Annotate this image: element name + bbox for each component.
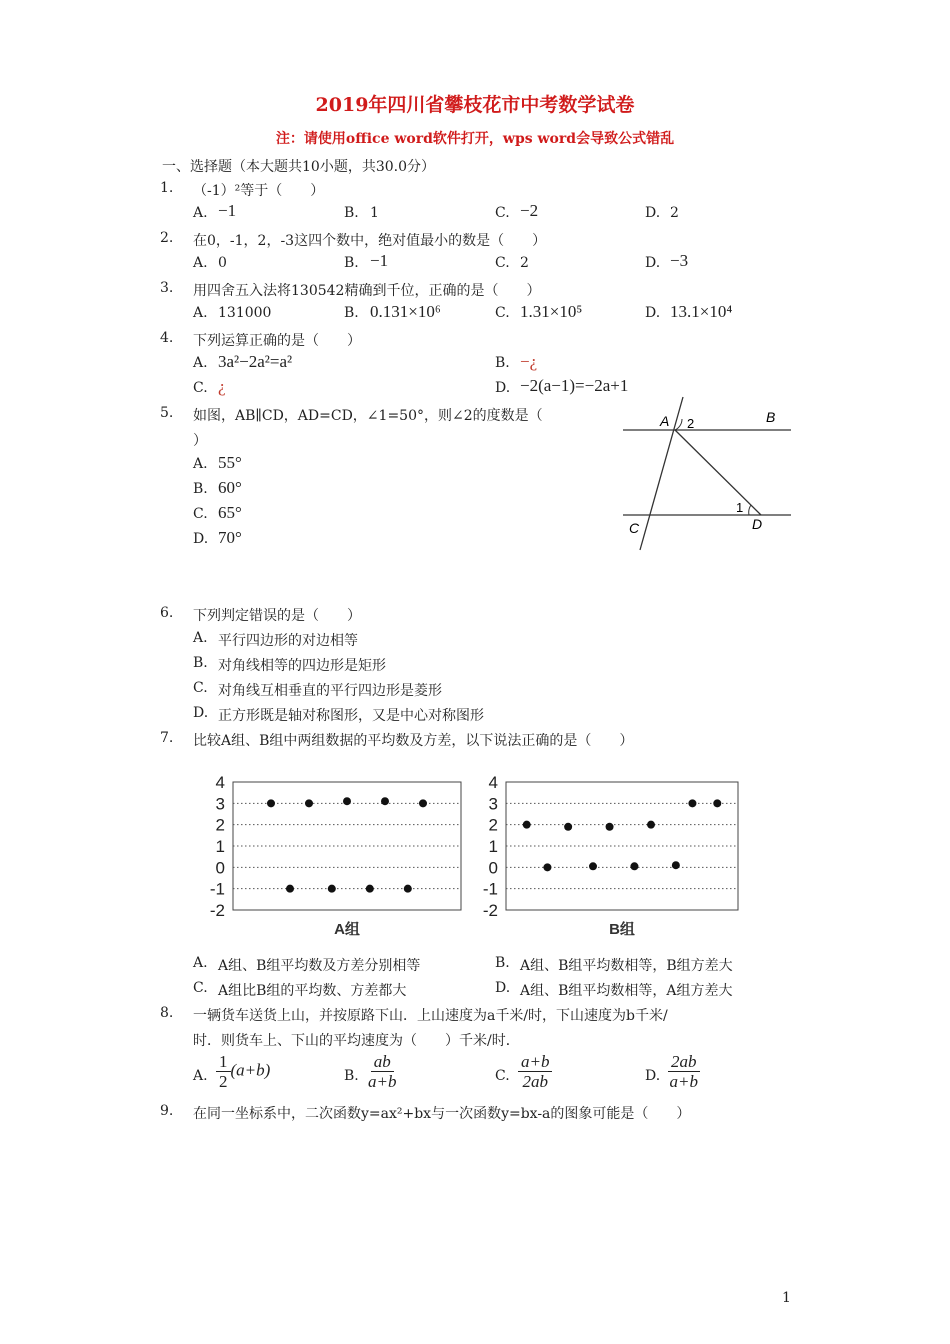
chart-b-point: [564, 823, 572, 831]
q5-option-c-label: C.: [193, 506, 208, 522]
q5-stem-cont: ）: [193, 433, 207, 449]
q7-option-d-label: D.: [495, 980, 511, 996]
q2-option-b-label: B.: [344, 255, 359, 271]
q2-option-c: 2: [520, 255, 529, 271]
q8-option-a-label: A.: [193, 1068, 208, 1084]
chart-b-tick-label: 4: [488, 773, 498, 792]
q7-number: 7.: [160, 730, 174, 746]
q4-option-b-label: B.: [495, 355, 510, 371]
q8-stem-line1: 一辆货车送货上山，并按原路下山．上山速度为a千米/时，下山速度为b千米/: [193, 1008, 668, 1024]
q1-option-d-label: D.: [645, 205, 661, 221]
q3-option-d-label: D.: [645, 305, 661, 321]
chart-a-point: [267, 799, 275, 807]
chart-b-point: [589, 862, 597, 870]
chart-b-point: [630, 862, 638, 870]
q6-option-c: 对角线互相垂直的平行四边形是菱形: [218, 683, 442, 699]
chart-a-tick-label: -2: [209, 901, 225, 920]
q8-d-numerator: 2ab: [668, 1052, 700, 1072]
q5-option-b: 60°: [218, 478, 242, 497]
q8-a-rest: (a+b): [230, 1060, 271, 1080]
chart-a-xlabel: A组: [334, 921, 360, 938]
chart-b-tick-label: -2: [482, 901, 498, 920]
q3-option-b: 0.131×10⁶: [370, 302, 441, 321]
q1-option-b-label: B.: [344, 205, 359, 221]
q2-option-d: −3: [670, 251, 689, 270]
q4-option-a: 3a²−2a²=a²: [218, 352, 293, 371]
chart-b-tick-label: -1: [482, 879, 498, 899]
q9-number: 9.: [160, 1103, 174, 1119]
q6-option-d-label: D.: [193, 705, 209, 721]
q4-number: 4.: [160, 330, 174, 346]
q4-option-a-label: A.: [193, 355, 208, 371]
q5-option-b-label: B.: [193, 481, 208, 497]
q5-option-d: 70°: [218, 528, 242, 547]
q2-number: 2.: [160, 230, 174, 246]
q3-option-b-label: B.: [344, 305, 359, 321]
chart-a-point: [419, 799, 427, 807]
q8-a-numerator: 1: [216, 1052, 231, 1072]
chart-a-tick-label: 0: [215, 858, 225, 878]
q8-b-denominator: a+b: [368, 1072, 397, 1091]
q6-option-c-label: C.: [193, 680, 208, 696]
chart-a-point: [381, 797, 389, 805]
q7-option-a: A组、B组平均数及方差分别相等: [218, 958, 421, 974]
q7-option-a-label: A.: [193, 955, 208, 971]
chart-a-point: [286, 885, 294, 893]
q5-option-a: 55°: [218, 453, 242, 472]
q4-option-c: ¿: [218, 377, 226, 396]
q6-number: 6.: [160, 605, 174, 621]
q8-number: 8.: [160, 1005, 174, 1021]
q1-option-a: −1: [218, 201, 237, 220]
q4-option-d-label: D.: [495, 380, 511, 396]
q7-charts: [195, 770, 755, 945]
q4-stem: 下列运算正确的是（ ）: [193, 333, 361, 349]
q3-option-c: 1.31×10⁵: [520, 302, 583, 321]
chart-a-point: [404, 885, 412, 893]
chart-a-tick-label: 4: [215, 773, 225, 792]
usage-note: 注：请使用office word软件打开，wps word会导致公式错乱: [275, 131, 675, 147]
chart-b-tick-label: 3: [488, 794, 498, 814]
chart-a-point: [366, 885, 374, 893]
q8-b-numerator: ab: [371, 1052, 394, 1072]
q7-option-c: A组比B组的平均数、方差都大: [218, 983, 407, 999]
page-number: 1: [782, 1290, 791, 1306]
point-d-label: D: [752, 516, 763, 532]
q1-option-a-label: A.: [193, 205, 208, 221]
q8-stem-line2: 时．则货车上、下山的平均速度为（ ）千米/时．: [193, 1033, 520, 1049]
q8-d-denominator: a+b: [669, 1072, 698, 1091]
q3-stem: 用四舍五入法将130542精确到千位，正确的是（ ）: [193, 283, 541, 299]
q8-option-b-label: B.: [344, 1068, 359, 1084]
q6-stem: 下列判定错误的是（ ）: [193, 608, 361, 624]
q6-option-b-label: B.: [193, 655, 208, 671]
q1-option-b: 1: [370, 205, 379, 221]
chart-a-tick-label: 3: [215, 794, 225, 814]
q5-option-d-label: D.: [193, 531, 209, 547]
q8-option-d-label: D.: [645, 1068, 661, 1084]
q4-option-c-label: C.: [193, 380, 208, 396]
q8-c-numerator: a+b: [518, 1052, 552, 1072]
q8-a-denominator: 2: [219, 1072, 228, 1091]
q7-option-b-label: B.: [495, 955, 510, 971]
q3-option-c-label: C.: [495, 305, 510, 321]
angle-1-arc: [749, 505, 751, 515]
chart-a-tick-label: 1: [215, 837, 225, 856]
line-ad: [675, 430, 761, 515]
chart-a-point: [343, 797, 351, 805]
chart-b-tick-label: 0: [488, 858, 498, 878]
q1-stem: （-1）²等于（ ）: [193, 183, 325, 199]
chart-b-point: [606, 823, 614, 831]
chart-b-point: [647, 821, 655, 829]
page-title: 2019年四川省攀枝花市中考数学试卷: [315, 94, 635, 116]
angle-1-label: 1: [736, 500, 744, 515]
chart-b-point: [713, 799, 721, 807]
point-c-label: C: [629, 520, 640, 536]
chart-a-point: [305, 799, 313, 807]
chart-b-point: [523, 821, 531, 829]
q8-option-c: [518, 1052, 552, 1091]
q3-number: 3.: [160, 280, 174, 296]
q5-number: 5.: [160, 405, 174, 421]
point-b-label: B: [766, 409, 776, 425]
q3-option-a-label: A.: [193, 305, 208, 321]
q7-stem: 比较A组、B组中两组数据的平均数及方差，以下说法正确的是（ ）: [193, 733, 634, 749]
q8-option-a: [216, 1052, 270, 1091]
q4-option-b: −¿: [520, 352, 538, 371]
q8-option-d: [668, 1052, 700, 1091]
q7-option-c-label: C.: [193, 980, 208, 996]
q2-option-a: 0: [218, 255, 227, 271]
q6-option-b: 对角线相等的四边形是矩形: [218, 658, 386, 674]
q8-option-b: [368, 1052, 396, 1091]
q5-option-c: 65°: [218, 503, 242, 522]
chart-group-a: [210, 773, 461, 938]
q6-option-a-label: A.: [193, 630, 208, 646]
q6-option-d: 正方形既是轴对称图形，又是中心对称图形: [218, 708, 484, 724]
q1-option-c-label: C.: [495, 205, 510, 221]
q1-number: 1.: [160, 180, 174, 196]
chart-b-point: [543, 863, 551, 871]
q4-option-d: −2(a−1)=−2a+1: [520, 376, 629, 395]
q3-option-a: 131000: [218, 305, 272, 321]
angle-2-label: 2: [687, 416, 695, 431]
q7-option-b: A组、B组平均数相等，B组方差大: [520, 958, 733, 974]
q1-option-d: 2: [670, 205, 679, 221]
point-a-label: A: [660, 413, 670, 429]
section-heading: 一、选择题（本大题共10小题，共30.0分）: [162, 159, 435, 175]
q5-option-a-label: A.: [193, 456, 208, 472]
chart-group-b: [483, 773, 738, 938]
q5-geometry-figure: [615, 392, 795, 552]
q9-stem: 在同一坐标系中，二次函数y=ax²+bx与一次函数y=bx-a的图象可能是（ ）: [193, 1106, 691, 1122]
q2-option-c-label: C.: [495, 255, 510, 271]
q3-option-d: 13.1×10⁴: [670, 302, 733, 321]
q5-stem: 如图，AB∥CD，AD=CD，∠1=50°，则∠2的度数是（: [193, 408, 543, 424]
q2-option-d-label: D.: [645, 255, 661, 271]
q1-option-c: −2: [520, 201, 539, 220]
chart-b-xlabel: B组: [609, 921, 635, 938]
q2-option-a-label: A.: [193, 255, 208, 271]
q2-option-b: −1: [370, 251, 389, 270]
chart-a-tick-label: 2: [215, 815, 225, 835]
chart-b-point: [672, 861, 680, 869]
q8-c-denominator: 2ab: [522, 1072, 548, 1091]
chart-b-point: [688, 799, 696, 807]
q6-option-a: 平行四边形的对边相等: [218, 633, 358, 649]
q8-option-c-label: C.: [495, 1068, 510, 1084]
q2-stem: 在0，-1，2，-3这四个数中，绝对值最小的数是（ ）: [193, 233, 547, 249]
chart-b-tick-label: 2: [488, 815, 498, 835]
chart-b-tick-label: 1: [488, 837, 498, 856]
chart-a-tick-label: -1: [209, 879, 225, 899]
chart-a-point: [328, 885, 336, 893]
q7-option-d: A组、B组平均数相等，A组方差大: [520, 983, 733, 999]
